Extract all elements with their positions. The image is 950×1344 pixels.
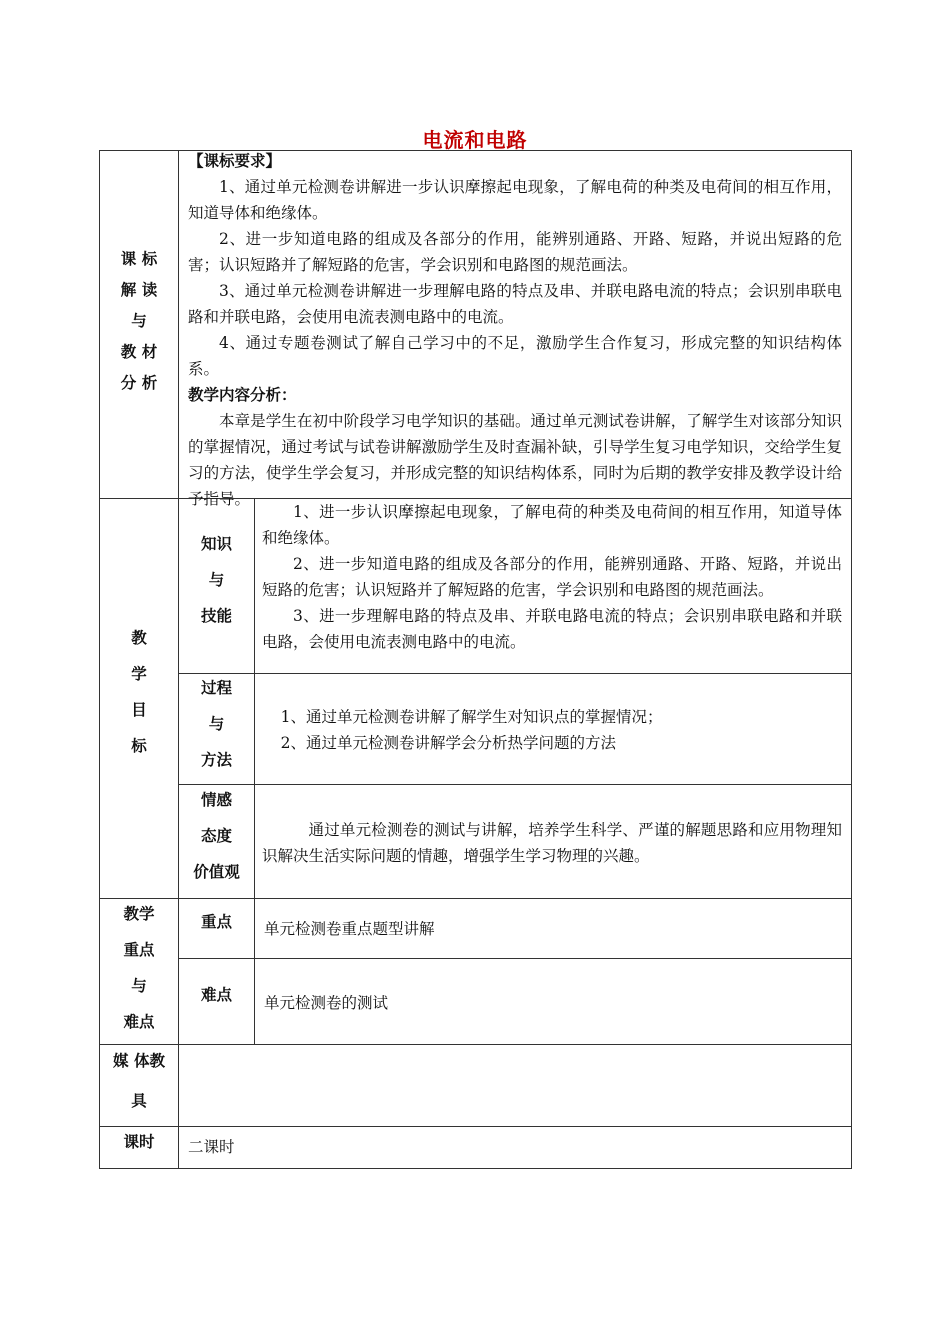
section1-content: [188, 148, 842, 512]
label-line: 教: [131, 629, 147, 647]
label-line: 难点: [123, 1013, 155, 1031]
emotion-text: 通过单元检测卷的测试与讲解，培养学生科学、严谨的解题思路和应用物理知识解决生活实际问题的情趣，增强学生学习物理的兴趣。: [262, 821, 842, 865]
label-line: 媒 体教: [113, 1052, 165, 1070]
label-line: 知识: [200, 535, 232, 553]
label-line: 目: [131, 701, 147, 719]
key-point-label: 重点: [200, 913, 232, 931]
req-item: 1、通过单元检测卷讲解进一步认识摩擦起电现象，了解电荷的种类及电荷间的相互作用，知道导体和绝缘体。: [188, 178, 842, 222]
label-line: 情感: [200, 791, 232, 809]
label-line: 与: [131, 977, 147, 995]
process-item: 1、通过单元检测卷讲解了解学生对知识点的掌握情况；: [280, 708, 663, 726]
emotion-label: [179, 782, 254, 890]
req-item: 4、通过专题卷测试了解自己学习中的不足，激励学生合作复习，形成完整的知识结构体系。: [188, 334, 842, 378]
label-line: 教 材: [120, 343, 158, 361]
label-line: 与: [131, 312, 147, 330]
req-item: 2、进一步知道电路的组成及各部分的作用，能辨别通路、开路、短路，并说出短路的危害；认识短路并了解短路的危害，学会识别和电路图的规范画法。: [188, 230, 842, 274]
content-text: 本章是学生在初中阶段学习电学知识的基础。通过单元测试卷讲解，了解学生对该部分知识的掌握情况，通过考试与试卷讲解激励学生及时查漏补缺，引导学生复习电学知识，交给学生复习的方法，使学生学会复习，并形成完整的知识结构体系，同时为后期的教学安排及教学设计给予指导。: [188, 412, 842, 508]
req-item: 3、通过单元检测卷讲解进一步理解电路的特点及串、并联电路电流的特点；会识别串联电路和并联电路，会使用电流表测电路中的电流。: [188, 282, 842, 326]
label-line: 重点: [123, 941, 155, 959]
label-line: 技能: [200, 607, 232, 625]
subrow-divider: [178, 958, 852, 959]
label-line: 价值观: [193, 863, 240, 881]
subrow-divider: [178, 784, 852, 785]
difficult-point-label: 难点: [200, 986, 232, 1004]
label-line: 过程: [200, 679, 232, 697]
row-divider: [99, 898, 852, 899]
column-divider: [254, 898, 255, 1044]
label-line: 方法: [200, 751, 232, 769]
label-line: 态度: [200, 827, 232, 845]
row-divider: [99, 1126, 852, 1127]
knowledge-label: [179, 526, 254, 634]
label-line: 与: [208, 715, 225, 733]
section5-label: 课时: [123, 1133, 155, 1151]
process-content: [262, 704, 842, 756]
process-item: 2、通过单元检测卷讲解学会分析热学问题的方法: [280, 734, 616, 752]
label-line: 教学: [123, 905, 155, 923]
knowledge-item: 2、进一步知道电路的组成及各部分的作用，能辨别通路、开路、短路，并说出短路的危害；认识短路并了解短路的危害，学会识别和电路图的规范画法。: [262, 555, 842, 599]
section4-label: [100, 1041, 178, 1121]
knowledge-item: 3、进一步理解电路的特点及串、并联电路电流的特点；会识别串联电路和并联电路，会使用电流表测电路中的电流。: [262, 607, 842, 651]
label-line: 分 析: [120, 374, 158, 392]
emotion-content: [262, 817, 842, 869]
label-line: 标: [131, 737, 147, 755]
key-point-text: 单元检测卷重点题型讲解: [264, 920, 435, 938]
row-divider: [99, 1044, 852, 1045]
label-line: 具: [131, 1092, 147, 1110]
knowledge-content: [262, 499, 842, 655]
column-divider: [254, 498, 255, 898]
class-hours-text: 二课时: [188, 1138, 235, 1156]
section3-label: [100, 896, 178, 1040]
label-line: 学: [131, 665, 147, 683]
label-line: 解 读: [120, 281, 158, 299]
column-divider: [178, 150, 179, 1169]
process-label: [179, 670, 254, 778]
section1-label: [100, 244, 178, 399]
knowledge-item: 1、进一步认识摩擦起电现象，了解电荷的种类及电荷间的相互作用，知道导体和绝缘体。: [262, 503, 842, 547]
label-line: 与: [208, 571, 225, 589]
label-line: 课 标: [120, 250, 158, 268]
subrow-divider: [178, 673, 852, 674]
content-heading: 教学内容分析：: [188, 386, 297, 404]
page-title: 电流和电路: [422, 128, 528, 152]
section2-label: [100, 620, 178, 764]
req-heading: 【课标要求】: [188, 152, 282, 170]
difficult-point-text: 单元检测卷的测试: [264, 994, 389, 1012]
